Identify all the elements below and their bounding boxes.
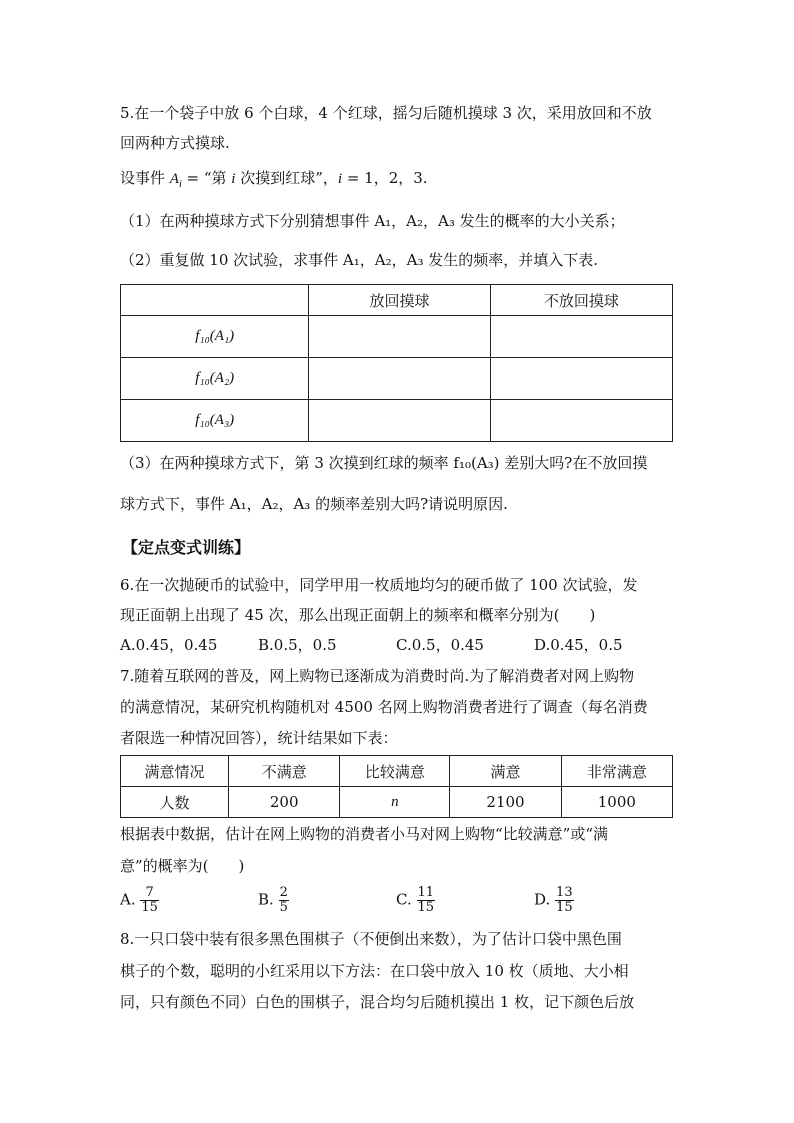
q5-table-header-row bbox=[121, 285, 673, 316]
q5-table-header-cell bbox=[121, 285, 309, 316]
q6-line2: 现正面朝上出现了 45 次，那么出现正面朝上的频率和概率分别为( ) bbox=[120, 606, 596, 624]
q5-def-range-text: = 1，2，3. bbox=[342, 169, 428, 187]
q7-after-line2: 意”的概率为( ) bbox=[120, 857, 245, 875]
q5-event-definition bbox=[120, 168, 428, 195]
q7-table-header-cell: 非常满意 bbox=[561, 756, 672, 787]
q8-line1: 8.一只口袋中装有很多黑色围棋子（不便倒出来数），为了估计口袋中黑色围 bbox=[120, 930, 622, 948]
q5-table-cell bbox=[490, 316, 672, 358]
q5-frequency-table bbox=[120, 284, 673, 442]
q6-line1: 6.在一次抛硬币的试验中，同学甲用一枚质地均匀的硬币做了 100 次试验，发 bbox=[120, 576, 638, 594]
q7-table-cell: 2100 bbox=[450, 787, 561, 818]
fraction-denominator: 5 bbox=[279, 900, 288, 915]
q7-table-header-cell: 比较满意 bbox=[340, 756, 450, 787]
q5-def-sub: i bbox=[178, 179, 182, 190]
q7-option-fraction bbox=[140, 886, 159, 915]
q6-option-a: A.0.45，0.45 bbox=[120, 636, 218, 654]
q5-def-text2: 次摸到红球”， bbox=[235, 169, 338, 187]
q5-line1: 5.在一个袋子中放 6 个白球，4 个红球，摇匀后随机摸球 3 次，采用放回和不放 bbox=[120, 104, 652, 122]
q5-table-header-cell: 放回摸球 bbox=[309, 285, 490, 316]
q5-table-row-label: f₁₀(A₂) bbox=[121, 358, 309, 400]
q5-def-prefix: 设事件 bbox=[120, 169, 170, 187]
q7-option-a bbox=[120, 886, 159, 915]
q5-part3-line1: （3）在两种摸球方式下，第 3 次摸到红球的频率 f₁₀(A₃) 差别大吗?在不放回摸 bbox=[120, 454, 648, 472]
q7-option-label: D. bbox=[534, 890, 551, 909]
q6-option-c: C.0.5，0.45 bbox=[396, 636, 484, 654]
q7-option-label: C. bbox=[396, 890, 412, 909]
q5-def-var: A bbox=[169, 171, 179, 187]
fraction-denominator: 15 bbox=[141, 900, 158, 915]
q8-line2: 棋子的个数，聪明的小红采用以下方法：在口袋中放入 10 枚（质地、大小相 bbox=[120, 962, 629, 980]
q5-part2: （2）重复做 10 次试验，求事件 A₁，A₂，A₃ 发生的频率，并填入下表. bbox=[120, 251, 599, 269]
fraction-numerator: 7 bbox=[140, 886, 159, 901]
q5-def-range-var: i bbox=[337, 171, 343, 187]
q5-line2: 回两种方式摸球. bbox=[120, 134, 230, 152]
q7-table-header-row bbox=[121, 756, 673, 787]
q5-table-header-cell: 不放回摸球 bbox=[490, 285, 672, 316]
fraction-numerator: 11 bbox=[417, 885, 435, 900]
q7-table-header-cell: 不满意 bbox=[229, 756, 340, 787]
q7-table-cell: 人数 bbox=[121, 787, 229, 818]
q5-table-row bbox=[121, 316, 673, 358]
q7-option-d bbox=[534, 886, 574, 915]
q7-table-header-cell: 满意 bbox=[450, 756, 561, 787]
q7-option-fraction bbox=[417, 886, 436, 915]
q5-table-row bbox=[121, 400, 673, 442]
q5-table-row-label: f₁₀(A₁) bbox=[121, 316, 309, 358]
q7-table-row bbox=[121, 787, 673, 818]
q7-option-c bbox=[396, 886, 435, 915]
q5-table-cell bbox=[490, 400, 672, 442]
q6-option-d: D.0.45，0.5 bbox=[534, 636, 623, 654]
q5-table-row-label: f₁₀(A₃) bbox=[121, 400, 309, 442]
q5-table-row bbox=[121, 358, 673, 400]
q7-line1: 7.随着互联网的普及，网上购物已逐渐成为消费时尚.为了解消费者对网上购物 bbox=[120, 667, 635, 685]
q5-table-cell bbox=[309, 316, 490, 358]
fraction-numerator: 2 bbox=[279, 885, 288, 900]
q7-after-line1: 根据表中数据，估计在网上购物的消费者小马对网上购物“比较满意”或“满 bbox=[120, 825, 609, 843]
q7-option-b bbox=[258, 886, 289, 915]
q7-line2: 的满意情况，某研究机构随机对 4500 名网上购物消费者进行了调查（每名消费 bbox=[120, 698, 648, 716]
q7-table-cell: 200 bbox=[229, 787, 340, 818]
q7-option-fraction bbox=[279, 886, 289, 915]
q5-part1: （1）在两种摸球方式下分别猜想事件 A₁，A₂，A₃ 发生的概率的大小关系； bbox=[120, 212, 625, 230]
q7-table-cell: 1000 bbox=[561, 787, 672, 818]
q5-def-i: i bbox=[231, 171, 236, 187]
fraction-denominator: 15 bbox=[417, 900, 435, 915]
section-title: 【定点变式训练】 bbox=[122, 538, 251, 557]
q5-table-cell bbox=[309, 400, 490, 442]
q6-option-b: B.0.5，0.5 bbox=[258, 636, 337, 654]
q8-line3: 同，只有颜色不同）白色的围棋子，混合均匀后随机摸出 1 枚，记下颜色后放 bbox=[120, 993, 635, 1011]
q5-part3-line2: 球方式下，事件 A₁，A₂，A₃ 的频率差别大吗?请说明原因. bbox=[120, 495, 508, 513]
q7-option-label: A. bbox=[120, 890, 136, 909]
q7-survey-table bbox=[120, 755, 673, 818]
q5-table-cell bbox=[490, 358, 672, 400]
q7-option-fraction bbox=[555, 886, 574, 915]
q7-line3: 者限选一种情况回答），统计结果如下表： bbox=[120, 729, 398, 747]
q7-table-cell: n bbox=[340, 787, 450, 818]
q5-def-text: = “第 bbox=[181, 169, 232, 187]
q7-option-label: B. bbox=[258, 890, 274, 909]
fraction-denominator: 15 bbox=[556, 900, 573, 915]
q5-table-cell bbox=[309, 358, 490, 400]
q7-table-header-cell: 满意情况 bbox=[121, 756, 229, 787]
fraction-numerator: 13 bbox=[556, 885, 573, 900]
